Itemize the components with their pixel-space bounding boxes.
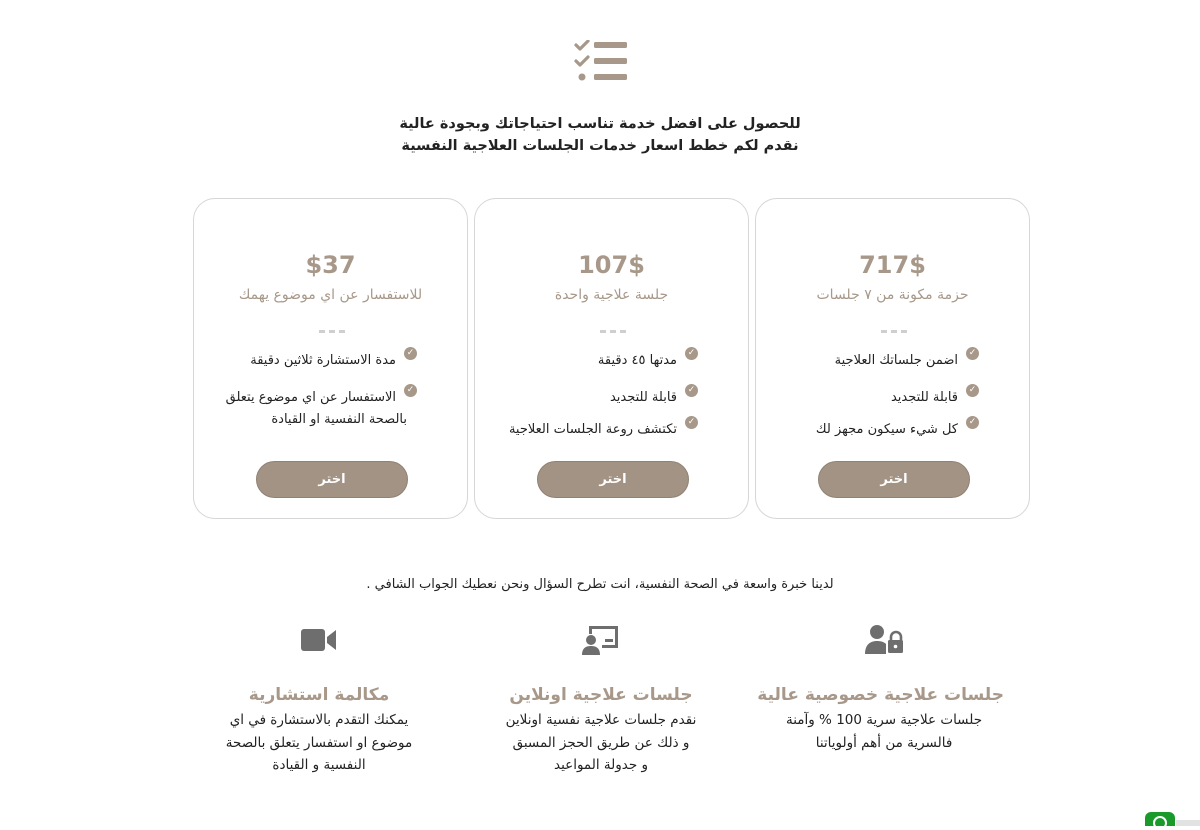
- feature-line: و جدولة المواعيد: [553, 757, 648, 773]
- feature-title: مكالمة استشارية: [248, 685, 390, 705]
- pricing-card-single-session: [474, 198, 749, 519]
- plan-feature: ✓قابلة للتجديد: [610, 387, 698, 409]
- checklist-icon: [574, 40, 628, 84]
- feature-privacy: [757, 620, 1004, 754]
- feature-line: جلسات علاجية سرية 100 % وآمنة: [785, 712, 983, 728]
- plan-feature-continuation: بالصحة النفسية او القيادة: [271, 412, 407, 427]
- plan-feature: ✓تكتشف روعة الجلسات العلاجية: [509, 419, 698, 441]
- check-circle-icon: ✓: [966, 347, 979, 360]
- feature-line: و ذلك عن طريق الحجز المسبق: [512, 734, 690, 751]
- pricing-intro: [350, 113, 850, 157]
- online-session-icon: [481, 620, 721, 660]
- plan-feature: ✓الاستفسار عن اي موضوع يتعلق: [226, 387, 417, 409]
- feature-online-sessions: [481, 620, 721, 777]
- feature-line: فالسرية من أهم أولوياتنا: [815, 734, 953, 751]
- plan-feature: ✓مدتها ٤٥ دقيقة: [598, 350, 698, 372]
- plan-price: $37: [305, 251, 356, 279]
- user-lock-icon: [764, 620, 1004, 660]
- chat-icon: [1153, 816, 1167, 830]
- feature-consultation-call: [199, 620, 439, 777]
- pricing-card-package: [755, 198, 1030, 519]
- choose-plan-button[interactable]: اختر: [818, 461, 970, 498]
- divider: [319, 330, 345, 333]
- feature-line: موضوع او استفسار يتعلق بالصحة: [225, 734, 413, 751]
- divider: [600, 330, 626, 333]
- choose-plan-button[interactable]: اختر: [256, 461, 408, 498]
- check-circle-icon: ✓: [685, 416, 698, 429]
- intro-line-1: للحصول على افضل خدمة تناسب احتياجاتك وبجودة عالية: [399, 116, 801, 132]
- chat-widget-button[interactable]: [1145, 812, 1175, 826]
- plan-feature: ✓كل شيء سيكون مجهز لك: [816, 419, 979, 441]
- plan-feature: ✓اضمن جلساتك العلاجية: [835, 350, 979, 372]
- feature-line: نقدم جلسات علاجية نفسية اونلاين: [505, 712, 697, 728]
- plan-subtitle: حزمة مكونة من ٧ جلسات: [816, 287, 969, 303]
- intro-line-2: نقدم لكم خطط اسعار خدمات الجلسات العلاجية النفسية: [401, 138, 799, 154]
- choose-plan-button[interactable]: اختر: [537, 461, 689, 498]
- check-circle-icon: ✓: [404, 384, 417, 397]
- feature-title: جلسات علاجية خصوصية عالية: [757, 685, 1004, 705]
- plan-subtitle: جلسة علاجية واحدة: [554, 287, 669, 303]
- feature-line: يمكنك التقدم بالاستشارة في اي: [229, 712, 409, 728]
- divider: [881, 330, 907, 333]
- check-circle-icon: ✓: [966, 416, 979, 429]
- video-camera-icon: [199, 620, 439, 660]
- plan-subtitle: للاستفسار عن اي موضوع يهمك: [238, 287, 423, 303]
- expertise-text: لدينا خبرة واسعة في الصحة النفسية، انت تطرح السؤال ونحن نعطيك الجواب الشافي .: [366, 577, 834, 592]
- check-circle-icon: ✓: [966, 384, 979, 397]
- plan-price: 107$: [578, 251, 645, 279]
- check-circle-icon: ✓: [685, 347, 698, 360]
- check-circle-icon: ✓: [685, 384, 698, 397]
- feature-title: جلسات علاجية اونلاين: [509, 685, 693, 705]
- feature-description: [481, 709, 721, 777]
- check-circle-icon: ✓: [404, 347, 417, 360]
- plan-feature: ✓مدة الاستشارة ثلاثين دقيقة: [250, 350, 417, 372]
- feature-line: النفسية و القيادة: [272, 757, 366, 773]
- feature-description: [764, 709, 1004, 754]
- scrollbar[interactable]: [1176, 820, 1200, 826]
- plan-feature: ✓قابلة للتجديد: [891, 387, 979, 409]
- pricing-card-consultation: [193, 198, 468, 519]
- plan-price: 717$: [859, 251, 926, 279]
- feature-description: [199, 709, 439, 777]
